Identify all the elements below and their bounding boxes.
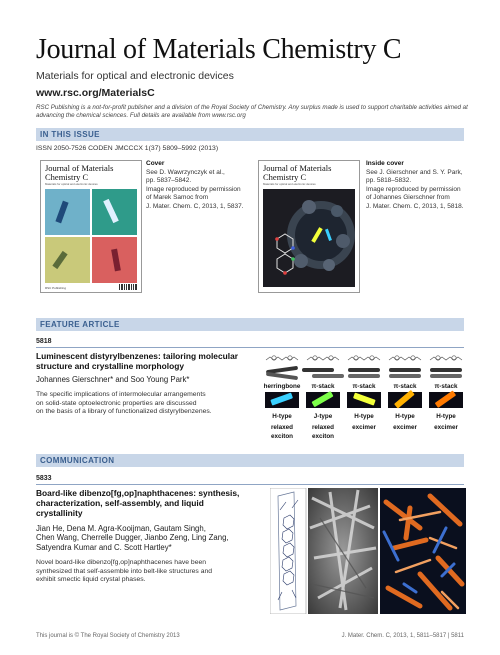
molecule-structure [307, 356, 339, 360]
communication-title-line-1[interactable]: Board-like dibenzo[fg,op]naphthacenes: synthesis, [36, 488, 240, 498]
emission-label: excimer [352, 424, 376, 431]
aggregate-type-label: H-type [436, 413, 456, 420]
section-bar-feature-article [36, 318, 464, 331]
feature-title-line-2[interactable]: structure and crystalline morphology [36, 361, 184, 372]
inside-cover-see: See J. Gierschner and S. Y. Park, [366, 168, 463, 176]
inside-cover-thumbnail[interactable] [258, 160, 360, 293]
journal-subtitle: Materials for optical and electronic devices [36, 70, 234, 82]
feature-abstract-line-2: on solid-state optoelectronic properties are discussed [36, 399, 197, 407]
communication-figure [270, 488, 466, 614]
feature-title-line-1[interactable]: Luminescent distyrylbenzenes: tailoring molecular [36, 351, 238, 361]
inside-cover-caption [366, 160, 466, 211]
crystal-emission-image [306, 391, 340, 408]
stacking-bars [430, 368, 462, 378]
communication-article [36, 488, 262, 585]
feature-article [36, 351, 260, 417]
aggregate-type-label: H-type [272, 413, 292, 420]
crystal-emission-image [347, 392, 381, 408]
section-label: IN THIS ISSUE [40, 129, 100, 139]
crystal-emission-image [265, 392, 299, 408]
aggregate-type-label: H-type [395, 413, 415, 420]
stacking-bars [348, 368, 380, 378]
communication-authors-line-2: Chen Wang, Cherrelle Dugger, Jianbo Zeng, Ling Zang, [36, 533, 229, 543]
cover-by: of Marek Samoc from [146, 194, 209, 201]
emission-label: excimer [393, 424, 417, 431]
stack-label: π-stack [311, 383, 335, 390]
emission-label: relaxed [270, 424, 294, 431]
feature-authors: Johannes Gierschner* and Soo Young Park* [36, 375, 190, 385]
communication-abstract-line-2: synthesized that self-assemble into belt-like structures and [36, 567, 213, 575]
stack-label: π-stack [434, 383, 458, 390]
inside-cover-tagline: Materials for optical and electronic devices [263, 182, 316, 186]
emission-label-line-2: exciton [270, 433, 294, 440]
sem-micrograph [308, 488, 378, 614]
feature-abstract-line-3: on the basis of a library of functionalized distyrylbenzenes. [36, 408, 212, 416]
inside-cover-repro: Image reproduced by permission [366, 185, 461, 193]
journal-url[interactable]: www.rsc.org/MaterialsC [36, 87, 155, 99]
stacking-bars [389, 368, 421, 378]
aggregate-type-label: H-type [354, 413, 374, 420]
section-label: COMMUNICATION [40, 455, 115, 465]
cover-caption [146, 160, 254, 211]
molecule-structure [266, 356, 298, 360]
journal-title: Journal of Materials Chemistry C [36, 34, 402, 65]
cover-see: See D. Wawrzynczyk et al., [146, 168, 225, 176]
molecule-structure [430, 356, 462, 360]
stacking-diagrams [266, 366, 462, 380]
section-bar-in-this-issue [36, 128, 464, 141]
crystal-emission-image [429, 390, 463, 408]
molecular-board-diagram [270, 488, 306, 614]
cover-journal-name: Journal of Materials Chemistry C [45, 163, 114, 182]
footer-copyright: This journal is © The Royal Society of Chemistry 2013 [36, 633, 180, 639]
barcode-icon [119, 284, 137, 290]
communication-authors-line-3: Satyendra Kumar and C. Scott Hartley* [36, 543, 172, 553]
stack-label: herringbone [263, 383, 301, 390]
cover-thumbnail[interactable] [40, 160, 142, 293]
cover-pages[interactable]: pp. 5837–5842. [146, 177, 192, 184]
stacking-bars [302, 368, 344, 378]
inside-cover-pages[interactable]: pp. 5818–5832. [366, 177, 412, 184]
cover-tagline: Materials for optical and electronic devices [45, 182, 98, 186]
inside-cover-art [263, 189, 355, 287]
aggregate-type-label: J-type [313, 413, 333, 420]
inside-cover-journal-name: Journal of Materials Chemistry C [263, 163, 332, 182]
publisher-note: RSC Publishing is a not-for-profit publisher and a division of the Royal Society of Chemistry. Any surplus made is used to support charitable activities aimed at advancing the chemical sciences. Full details are available from www.rsc.org [36, 104, 468, 120]
inside-cover-ref: J. Mater. Chem. C, 2013, 1, 5818. [366, 202, 464, 210]
molecule-structure [348, 356, 380, 360]
communication-page-number[interactable]: 5833 [36, 475, 52, 482]
inside-cover-by: of Johannes Gierschner from [366, 194, 450, 201]
cover-art [45, 189, 137, 283]
feature-page-number[interactable]: 5818 [36, 338, 52, 345]
feature-abstract-line-1: The specific implications of intermolecular arrangements [36, 391, 206, 399]
section-label: FEATURE ARTICLE [40, 319, 120, 329]
cover-ref: J. Mater. Chem. C, 2013, 1, 5837. [146, 202, 244, 210]
polarized-optical-micrograph [380, 488, 466, 614]
divider [36, 484, 464, 485]
emission-label: excimer [434, 424, 458, 431]
issn-line: ISSN 2050-7526 CODEN JMCCCX 1(37) 5809–5992 (2013) [36, 145, 219, 152]
communication-abstract-line-1: Novel board-like dibenzo[fg,op]naphthacenes have been [36, 559, 207, 566]
section-bar-communication [36, 454, 464, 467]
molecule-structure [389, 356, 421, 360]
emission-label-line-2: exciton [311, 433, 335, 440]
emission-label: relaxed [311, 424, 335, 431]
footer-citation: J. Mater. Chem. C, 2013, 1, 5811–5817 | 5811 [341, 633, 464, 639]
communication-authors-line-1: Jian He, Dena M. Agra-Kooijman, Gautam Singh, [36, 523, 206, 533]
stack-label: π-stack [393, 383, 417, 390]
molecule-structures [266, 356, 462, 360]
stack-label: π-stack [352, 383, 376, 390]
communication-title-line-3[interactable]: crystallinity [36, 508, 83, 519]
stacking-bars [266, 366, 298, 380]
inside-cover-heading: Inside cover [366, 160, 404, 167]
cover-publisher: RSC Publishing [45, 286, 67, 290]
feature-figure [262, 348, 476, 444]
cover-repro: Image reproduced by permission [146, 185, 241, 193]
crystal-emission-image [388, 390, 422, 409]
cover-heading: Cover [146, 160, 165, 167]
communication-abstract-line-3: exhibit smectic liquid crystal phases. [36, 576, 146, 584]
communication-title-line-2[interactable]: characterization, self-assembly, and liquid [36, 498, 204, 509]
